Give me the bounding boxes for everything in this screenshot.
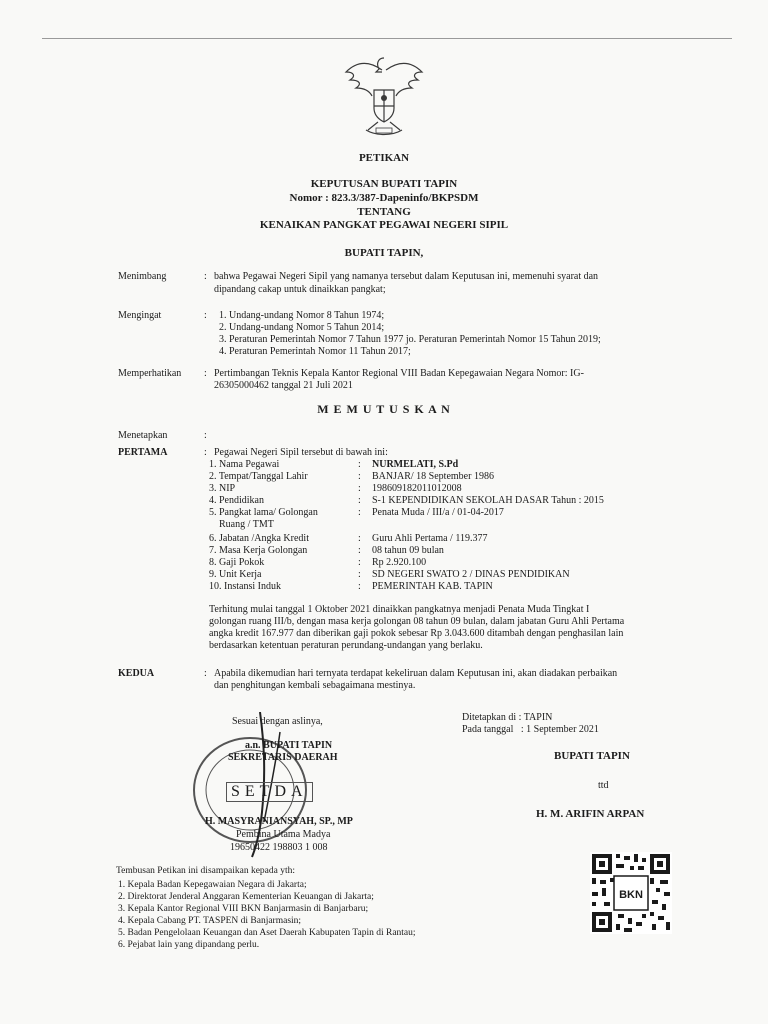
qr-code-icon — [590, 852, 672, 934]
colon: : — [204, 310, 207, 321]
field-value-gaji: Rp 2.920.100 — [372, 557, 427, 568]
tembusan-item-2: 2. Direktorat Jenderal Anggaran Kementerian Keuangan di Jakarta; — [118, 892, 374, 902]
tembusan-item-6: 6. Pejabat lain yang dipandang perlu. — [118, 940, 260, 950]
field-label-masa-kerja: 7. Masa Kerja Golongan — [209, 545, 308, 556]
pertama-label: PERTAMA — [118, 447, 168, 458]
colon: : — [358, 471, 361, 482]
menetapkan-label: Menetapkan — [118, 430, 168, 441]
pertama-para-line2: golongan ruang III/b, dengan masa kerja golongan 08 tahun 09 bulan, dalam jabatan Guru Ahli Pertama — [209, 616, 625, 627]
field-label-unit: 9. Unit Kerja — [209, 569, 262, 580]
colon: : — [358, 581, 361, 592]
tembusan-item-3: 3. Kepala Kantor Regional VIII BKN Banjarmasin di Banjarbaru; — [118, 904, 369, 914]
field-label-nip: 3. NIP — [209, 483, 236, 494]
colon: : — [358, 495, 361, 506]
tembusan-item-5: 5. Badan Pengelolaan Keuangan dan Aset Daerah Kabupaten Tapin di Rantau; — [118, 928, 416, 938]
memperhatikan-line1: Pertimbangan Teknis Kepala Kantor Regional VIII Badan Kepegawaian Negara Nomor: IG- — [214, 368, 584, 379]
field-label-ttl: 2. Tempat/Tanggal Lahir — [209, 471, 308, 482]
decree-number: Nomor : 823.3/387-Dapeninfo/BKPSDM — [289, 192, 479, 204]
ttd-mark: ttd — [598, 780, 609, 791]
decree-title: KEPUTUSAN BUPATI TAPIN — [310, 178, 458, 190]
field-label-gaji: 8. Gaji Pokok — [209, 557, 265, 568]
menimbang-line1: bahwa Pegawai Negeri Sipil yang namanya tersebut dalam Keputusan ini, memenuhi syarat dan — [214, 271, 599, 282]
colon: : — [204, 447, 207, 458]
pertama-para-line3: angka kredit 167.977 dan diberikan gaji pokok sebesar Rp 3.043.600 ditambah dengan penghasilan lain — [209, 628, 624, 639]
field-label-pangkat: 5. Pangkat lama/ Golongan — [209, 507, 318, 518]
left-title-2: SEKRETARIS DAERAH — [228, 752, 338, 763]
tembusan-item-1: 1. Kepala Badan Kepegawaian Negara di Jakarta; — [118, 880, 307, 890]
place-set: Ditetapkan di : TAPIN — [462, 712, 553, 723]
colon: : — [358, 557, 361, 568]
kedua-label: KEDUA — [118, 668, 155, 679]
issuer-title: BUPATI TAPIN, — [344, 247, 424, 259]
tembusan-item-4: 4. Kepala Cabang PT. TASPEN di Banjarmasin; — [118, 916, 302, 926]
tembusan-title: Tembusan Petikan ini disampaikan kepada yth: — [116, 866, 296, 876]
mengingat-item-2: 2. Undang-undang Nomor 5 Tahun 2014; — [219, 322, 385, 333]
field-value-nip: 198609182011012008 — [372, 483, 462, 494]
field-label-instansi: 10. Instansi Induk — [209, 581, 281, 592]
pertama-intro: Pegawai Negeri Sipil tersebut di bawah ini: — [214, 447, 388, 458]
colon: : — [358, 545, 361, 556]
sesuai-aslinya: Sesuai dengan aslinya, — [232, 716, 323, 727]
mengingat-label: Mengingat — [118, 310, 162, 321]
top-border-line — [42, 38, 732, 39]
kedua-line1: Apabila dikemudian hari ternyata terdapat kekeliruan dalam Keputusan ini, akan diadakan perbaikan — [214, 668, 618, 679]
colon: : — [204, 430, 207, 441]
stamp-text: SETDA — [226, 782, 313, 802]
about-label: TENTANG — [357, 206, 411, 218]
field-label-nama: 1. Nama Pegawai — [209, 459, 280, 470]
pertama-para-line1: Terhitung mulai tanggal 1 Oktober 2021 dinaikkan pangkatnya menjadi Penata Muda Tingkat I — [209, 604, 590, 615]
colon: : — [204, 271, 207, 282]
memutuskan-heading: M E M U T U S K A N — [317, 402, 451, 416]
colon: : — [358, 459, 361, 470]
field-label-pendidikan: 4. Pendidikan — [209, 495, 264, 506]
field-value-instansi: PEMERINTAH KAB. TAPIN — [372, 581, 493, 592]
field-value-ttl: BANJAR/ 18 September 1986 — [372, 471, 494, 482]
date-set: Pada tanggal : 1 September 2021 — [462, 724, 599, 735]
doc-title: PETIKAN — [358, 152, 410, 164]
field-value-masa-kerja: 08 tahun 09 bulan — [372, 545, 444, 556]
mengingat-item-4: 4. Peraturan Pemerintah Nomor 11 Tahun 2017; — [219, 346, 411, 357]
memperhatikan-line2: 26305000462 tanggal 21 Juli 2021 — [214, 380, 353, 391]
kedua-line2: dan penghitungan kembali sebagaimana mestinya. — [214, 680, 416, 691]
colon: : — [358, 483, 361, 494]
mengingat-item-3: 3. Peraturan Pemerintah Nomor 7 Tahun 1977 jo. Peraturan Pemerintah Nomor 15 Tahun 2019; — [219, 334, 601, 345]
left-signer-rank: Pembina Utama Madya — [236, 829, 331, 840]
mengingat-item-1: 1. Undang-undang Nomor 8 Tahun 1974; — [219, 310, 385, 321]
qr-label: BKN — [619, 889, 643, 901]
field-value-pendidikan: S-1 KEPENDIDIKAN SEKOLAH DASAR Tahun : 2015 — [372, 495, 604, 506]
right-title: BUPATI TAPIN — [554, 750, 630, 762]
pertama-para-line4: berdasarkan ketentuan peraturan perundang-undangan yang berlaku. — [209, 640, 483, 651]
colon: : — [358, 507, 361, 518]
field-value-jabatan: Guru Ahli Pertama / 119.377 — [372, 533, 488, 544]
colon: : — [204, 368, 207, 379]
left-title-1: a.n. BUPATI TAPIN — [245, 740, 333, 751]
colon: : — [204, 668, 207, 679]
field-label-jabatan: 6. Jabatan /Angka Kredit — [209, 533, 309, 544]
menimbang-label: Menimbang — [118, 271, 167, 282]
decree-subject: KENAIKAN PANGKAT PEGAWAI NEGERI SIPIL — [259, 219, 509, 231]
field-value-unit: SD NEGERI SWATO 2 / DINAS PENDIDIKAN — [372, 569, 570, 580]
left-signer-nip: 19650422 198803 1 008 — [230, 842, 328, 853]
left-signer-name: H. MASYRANIANSYAH, SP., MP — [205, 816, 353, 827]
field-label-ruang: Ruang / TMT — [209, 519, 274, 530]
memperhatikan-label: Memperhatikan — [118, 368, 182, 379]
field-value-nama: NURMELATI, S.Pd — [372, 459, 459, 470]
colon: : — [358, 569, 361, 580]
colon: : — [358, 533, 361, 544]
menimbang-line2: dipandang cakap untuk dinaikkan pangkat; — [214, 284, 386, 295]
field-value-pangkat: Penata Muda / III/a / 01-04-2017 — [372, 507, 504, 518]
right-signer-name: H. M. ARIFIN ARPAN — [536, 808, 645, 820]
garuda-emblem-icon — [338, 50, 430, 140]
